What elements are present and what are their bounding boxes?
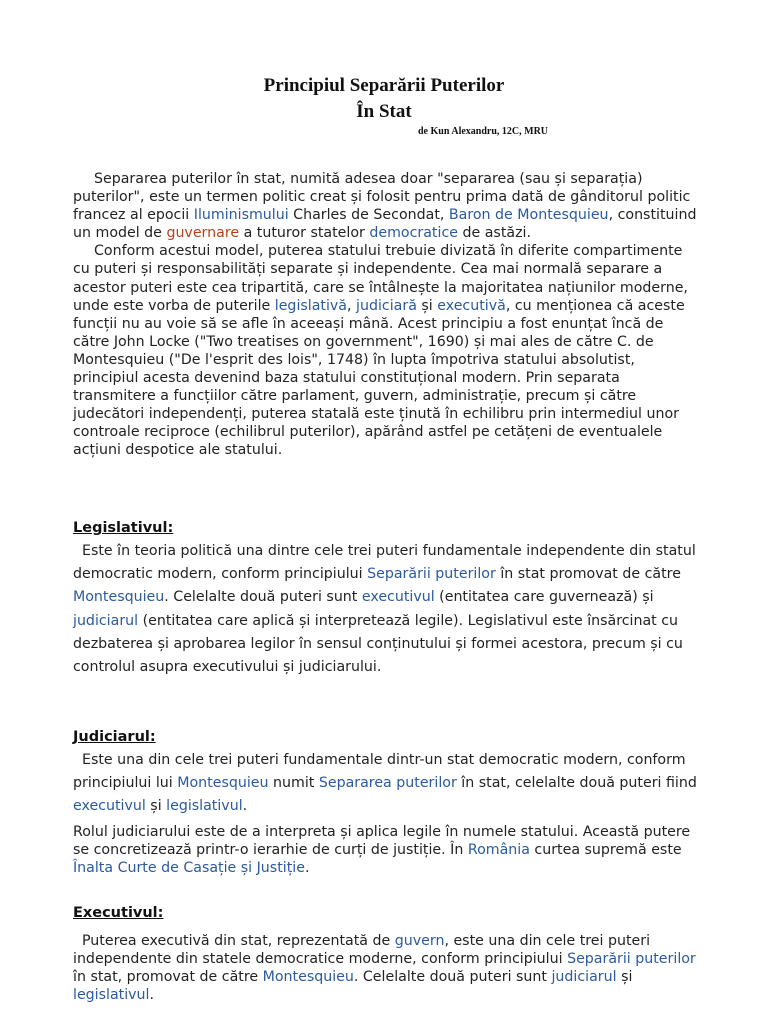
intro-paragraph-1: Separarea puterilor în stat, numită adesea doar "separarea (sau și separația) puterilor", este un termen politic creat și folosit pentru prima dată de gânditorul politic francez al epocii Iluminismului Charles de Secondat, Baron de Montesquieu, constituind un model de guvernare a tuturor statelor democratice de astăzi. — [73, 171, 697, 242]
link-executivul[interactable]: executivul — [73, 798, 146, 815]
intro-paragraph-2: Conform acestui model, puterea statului trebuie divizată în diferite compartimente cu puteri și responsabilități separate și independente. Cea mai normală separare a acestor puteri este cea tripartită, care se întâlnește la majoritatea națiunilor moderne, unde este vorba de puterile legislativă, judiciară și executivă, cu menționea că aceste funcții nu au voie să se afle în aceeași mână. Acest principiu a fost enunțat încă de către John Locke ("Two treatises on government", 1690) și mai ales de către C. de Montesquieu ("De l'esprit des lois", 1748) în lupta împotriva statului absolutist, principiul acesta devenind baza statului constituțional modern. Prin separata transmitere a funcțiilor către parlament, guvern, administrație, precum și către judecători independenți, puterea statală este ținută în echilibru prin intermediul unor controale reciproce (echilibrul puterilor), apărând astfel pe cetățeni de eventualele acțiuni despotice ale statului. — [73, 243, 688, 459]
link-guvernare[interactable]: guvernare — [166, 225, 240, 242]
judiciar-section — [73, 749, 697, 819]
link-montesquieu[interactable]: Montesquieu — [262, 969, 354, 986]
link-legislativa[interactable]: legislativă — [274, 297, 348, 314]
intro-section — [73, 170, 697, 460]
link-montesquieu[interactable]: Montesquieu — [177, 775, 269, 792]
legislativ-paragraph: Este în teoria politică una dintre cele trei puteri fundamentale independente din statul democratic modern, conform principiului Separării puterilor în stat promovat de către Montesquieu. Celelalte două puteri sunt executivul (entitatea care guvernează) și judiciarul (entitatea care aplică și interpretează legile). Legislativul este însărcinat cu dezbaterea și aprobarea legilor în sensul conținutului și formei acestora, precum și cu controlul asupra executivului și judiciarului. — [73, 543, 696, 676]
link-montesquieu[interactable]: Montesquieu — [73, 589, 165, 606]
heading-executiv: Executivul: — [73, 905, 164, 921]
judiciar-paragraph-1: Este una din cele trei puteri fundamentale dintr-un stat democratic modern, conform principiului lui Montesquieu numit Separarea puterilor în stat, celelalte două puteri fiind executivul și legislativul. — [73, 752, 697, 815]
link-romania[interactable]: România — [467, 842, 530, 859]
link-separarii-puterilor[interactable]: Separării puterilor — [367, 566, 496, 583]
executiv-paragraph: Puterea executivă din stat, reprezentată de guvern, este una din cele trei puteri independente din statele democratice moderne, conform principiului Separării puterilor în stat, promovat de către Montesquieu. Celelalte două puteri sunt judiciarul și legislativul. — [73, 933, 696, 1004]
link-judiciara[interactable]: judiciară — [356, 297, 417, 314]
link-democratice[interactable]: democratice — [369, 225, 458, 242]
link-judiciarul[interactable]: judiciarul — [73, 612, 139, 629]
link-separarea-puterilor[interactable]: Separarea puterilor — [318, 775, 457, 792]
link-guvern[interactable]: guvern — [394, 933, 445, 949]
link-executiva[interactable]: executivă — [437, 297, 506, 314]
author-line: de Kun Alexandru, 12C, MRU — [418, 126, 549, 137]
judiciar-section-2 — [73, 823, 697, 877]
page-title-line2: În Stat — [356, 101, 412, 122]
link-iluminism[interactable]: Iluminismului — [193, 207, 289, 224]
link-inalta-curte[interactable]: Înalta Curte de Casație și Justiție — [73, 860, 305, 877]
page-title: Principiul Separării Puterilor — [263, 75, 505, 96]
link-legislativul[interactable]: legislativul — [73, 987, 150, 1004]
link-baron-montesquieu[interactable]: Baron de Montesquieu — [448, 207, 609, 224]
heading-judiciar: Judiciarul: — [73, 729, 156, 745]
link-executivul[interactable]: executivul — [361, 589, 435, 606]
link-legislativul[interactable]: legislativul — [166, 798, 243, 815]
judiciar-paragraph-2: Rolul judiciarului este de a interpreta și aplica legile în numele statului. Această putere se concretizează printr-o ierarhie de curți de justiție. În România curtea supremă este Înalta Curte de Casație și Justiție. — [73, 824, 691, 877]
link-separarii-puterilor[interactable]: Separării puterilor — [567, 951, 696, 968]
legislativ-section — [73, 540, 697, 679]
executiv-section — [73, 932, 697, 1004]
heading-legislativ: Legislativul: — [73, 520, 174, 536]
link-judiciarul[interactable]: judiciarul — [551, 969, 617, 986]
